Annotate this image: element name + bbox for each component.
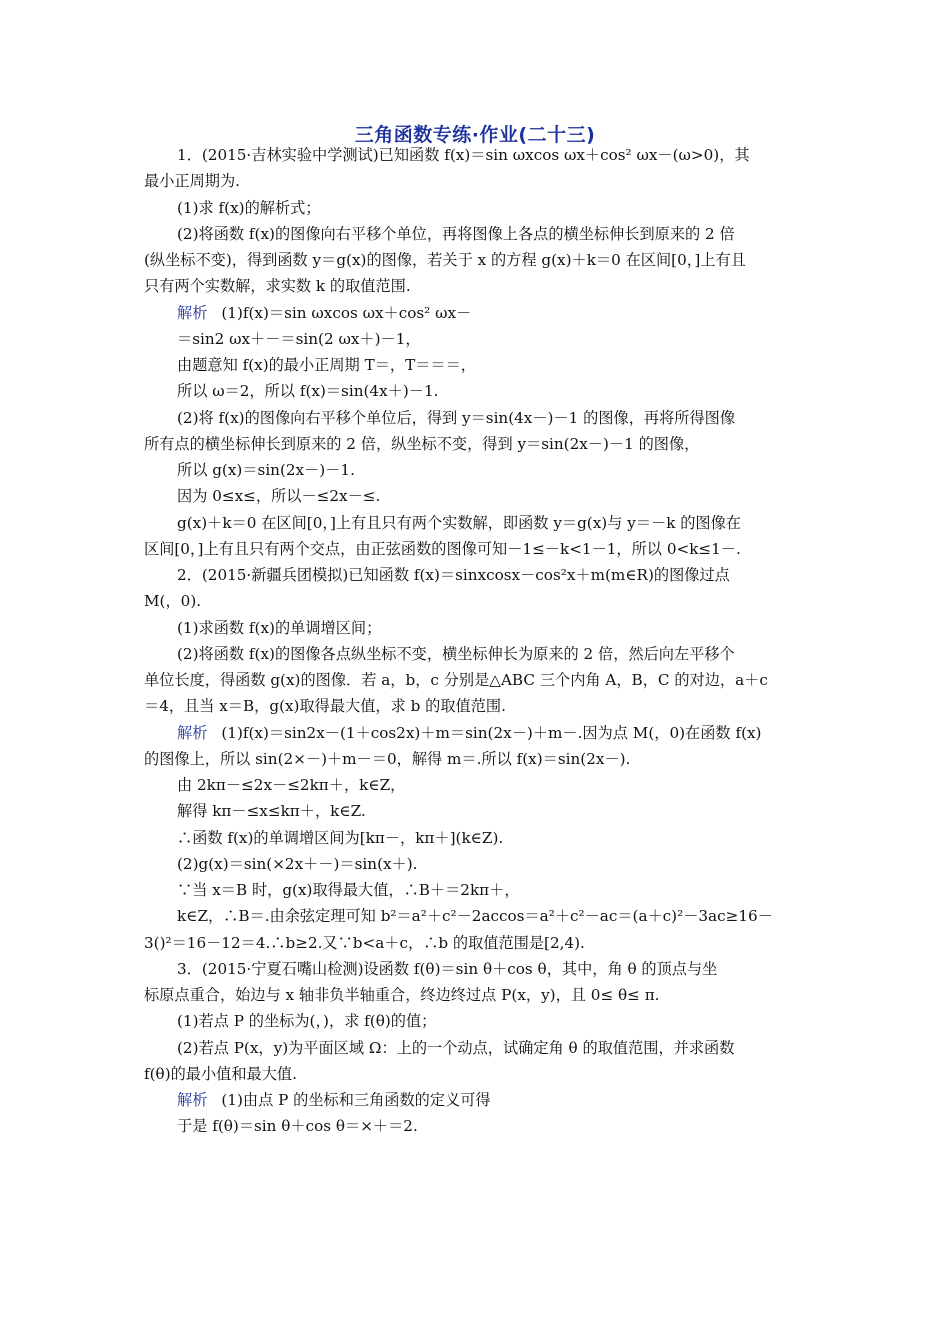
text-line bbox=[177, 329, 421, 349]
text-line bbox=[177, 1116, 418, 1136]
text-line bbox=[177, 644, 735, 664]
line-text: (1)若点 P 的坐标为(，)，求 f(θ)的值； bbox=[177, 1012, 437, 1031]
line-text: (2)g(x)＝sin(×2x＋－)＝sin(x＋). bbox=[177, 854, 418, 873]
line-text: 的图像上，所以 sin(2×－)＋m－＝0，解得 m＝.所以 f(x)＝sin(2x－). bbox=[144, 749, 631, 768]
line-text: (1)求 f(x)的解析式； bbox=[177, 198, 321, 217]
line-text: 2．(2015·新疆兵团模拟)已知函数 f(x)＝sinxcosx－cos²x＋m(m∈R)的图像过点 bbox=[177, 566, 730, 584]
text-line bbox=[144, 749, 630, 769]
text-line bbox=[177, 801, 366, 821]
text-line bbox=[144, 539, 741, 559]
text-line bbox=[177, 486, 380, 506]
text-line bbox=[177, 1038, 734, 1058]
line-text: (纵坐标不变)，得到函数 y＝g(x)的图像，若关于 x 的方程 g(x)＋k＝0 在区间[0，]上有且 bbox=[144, 251, 746, 269]
line-text: 1．(2015·吉林实验中学测试)已知函数 f(x)＝sin ωxcos ωx＋cos² ωx－(ω>0)，其 bbox=[177, 146, 750, 164]
text-line bbox=[177, 565, 730, 585]
line-text: (1)f(x)＝sin2x－(1＋cos2x)＋m＝sin(2x－)＋m－.因为点 M(，0)在函数 f(x) bbox=[221, 723, 762, 742]
line-text: (2)将 f(x)的图像向右平移个单位后，得到 y＝sin(4x－)－1 的图像，再将所得图像 bbox=[177, 408, 736, 427]
line-text: 最小正周期为. bbox=[144, 172, 240, 191]
text-line bbox=[177, 1011, 436, 1031]
text-line bbox=[144, 434, 699, 454]
text-line bbox=[177, 513, 741, 533]
line-text: 所以 g(x)＝sin(2x－)－1. bbox=[177, 461, 355, 479]
line-text: (2)将函数 f(x)的图像各点纵坐标不变，横坐标伸长为原来的 2 倍，然后向左平移个 bbox=[177, 644, 735, 663]
line-text: 解得 kπ－≤x≤kπ＋，k∈Z. bbox=[177, 802, 366, 821]
text-line bbox=[144, 171, 240, 191]
text-line bbox=[144, 933, 585, 953]
text-line bbox=[177, 828, 503, 848]
text-line bbox=[144, 276, 411, 296]
text-line bbox=[144, 591, 201, 611]
text-line bbox=[177, 460, 355, 480]
page-title: 三角函数专练·作业(二十三) bbox=[354, 124, 596, 146]
text-line bbox=[177, 775, 405, 795]
line-text: 所有点的横坐标伸长到原来的 2 倍，纵坐标不变，得到 y＝sin(2x－)－1 的图像， bbox=[144, 434, 700, 453]
line-text: 于是 f(θ)＝sin θ＋cos θ＝×＋＝2. bbox=[177, 1117, 418, 1136]
text-line bbox=[144, 670, 768, 690]
text-line bbox=[177, 1090, 491, 1110]
solution-label: 解析 bbox=[177, 723, 208, 742]
line-text: 由 2kπ－≤2x－≤2kπ＋，k∈Z， bbox=[177, 776, 406, 794]
text-line bbox=[144, 1064, 297, 1084]
text-line bbox=[144, 696, 506, 716]
line-text: 3．(2015·宁夏石嘴山检测)设函数 f(θ)＝sin θ＋cos θ，其中，角 θ 的顶点与坐 bbox=[177, 959, 718, 978]
solution-label: 解析 bbox=[177, 303, 208, 322]
line-text: k∈Z，∴B＝.由余弦定理可知 b²＝a²＋c²－2accos＝a²＋c²－ac＝(a＋c)²－3ac≥16－ bbox=[177, 907, 773, 926]
line-text: (1)由点 P 的坐标和三角函数的定义可得 bbox=[221, 1091, 491, 1109]
line-text: M(，0). bbox=[144, 592, 202, 611]
line-text: 所以 ω＝2，所以 f(x)＝sin(4x＋)－1. bbox=[177, 382, 439, 401]
line-text: 只有两个实数解，求实数 k 的取值范围. bbox=[144, 277, 411, 296]
line-text: (2)若点 P(x，y)为平面区域 Ω：上的一个动点，试确定角 θ 的取值范围，并求函数 bbox=[177, 1038, 735, 1057]
line-text: 单位长度，得函数 g(x)的图像．若 a，b，c 分别是△ABC 三个内角 A，B，C 的对边，a＋c bbox=[144, 671, 768, 689]
line-text: ∴函数 f(x)的单调增区间为[kπ－，kπ＋](k∈Z). bbox=[177, 828, 504, 847]
text-line bbox=[177, 723, 761, 743]
line-text: 区间[0，]上有且只有两个交点，由正弦函数的图像可知－1≤－k<1－1，所以 0<k≤1－. bbox=[144, 539, 741, 558]
text-line bbox=[177, 198, 321, 218]
line-text: 因为 0≤x≤，所以－≤2x－≤. bbox=[177, 487, 381, 506]
text-line bbox=[177, 381, 438, 401]
text-line bbox=[177, 618, 381, 638]
text-line bbox=[177, 224, 735, 244]
line-text: f(θ)的最小值和最大值. bbox=[144, 1064, 297, 1083]
line-text: g(x)＋k＝0 在区间[0，]上有且只有两个实数解，即函数 y＝g(x)与 y＝－k 的图像在 bbox=[177, 513, 741, 532]
text-line bbox=[177, 880, 520, 900]
text-line bbox=[177, 854, 418, 874]
text-line bbox=[177, 303, 471, 323]
solution-label: 解析 bbox=[177, 1091, 208, 1109]
line-text: 由题意知 f(x)的最小正周期 T＝，T＝＝＝， bbox=[177, 356, 476, 374]
text-line bbox=[144, 985, 660, 1005]
text-line bbox=[177, 959, 717, 979]
line-text: ∵当 x＝B 时，g(x)取得最大值，∴B＋＝2kπ＋， bbox=[177, 881, 520, 899]
line-text: ＝sin2 ωx＋－＝sin(2 ωx＋)－1， bbox=[177, 329, 421, 348]
text-line bbox=[144, 250, 746, 270]
line-text: 标原点重合，始边与 x 轴非负半轴重合，终边终过点 P(x，y)，且 0≤ θ≤ π. bbox=[144, 986, 660, 1004]
line-text: (1)f(x)＝sin ωxcos ωx＋cos² ωx－ bbox=[221, 303, 472, 322]
line-text: (1)求函数 f(x)的单调增区间； bbox=[177, 618, 382, 637]
text-line bbox=[177, 145, 750, 165]
text-line bbox=[177, 408, 735, 428]
text-line bbox=[177, 906, 773, 926]
line-text: (2)将函数 f(x)的图像向右平移个单位，再将图像上各点的横坐标伸长到原来的 2 倍 bbox=[177, 224, 735, 243]
line-text: 3()²＝16－12＝4.∴b≥2.又∵b<a＋c，∴b 的取值范围是[2,4). bbox=[144, 933, 585, 952]
line-text: ＝4，且当 x＝B，g(x)取得最大值，求 b 的取值范围. bbox=[144, 697, 506, 716]
text-line bbox=[177, 355, 476, 375]
